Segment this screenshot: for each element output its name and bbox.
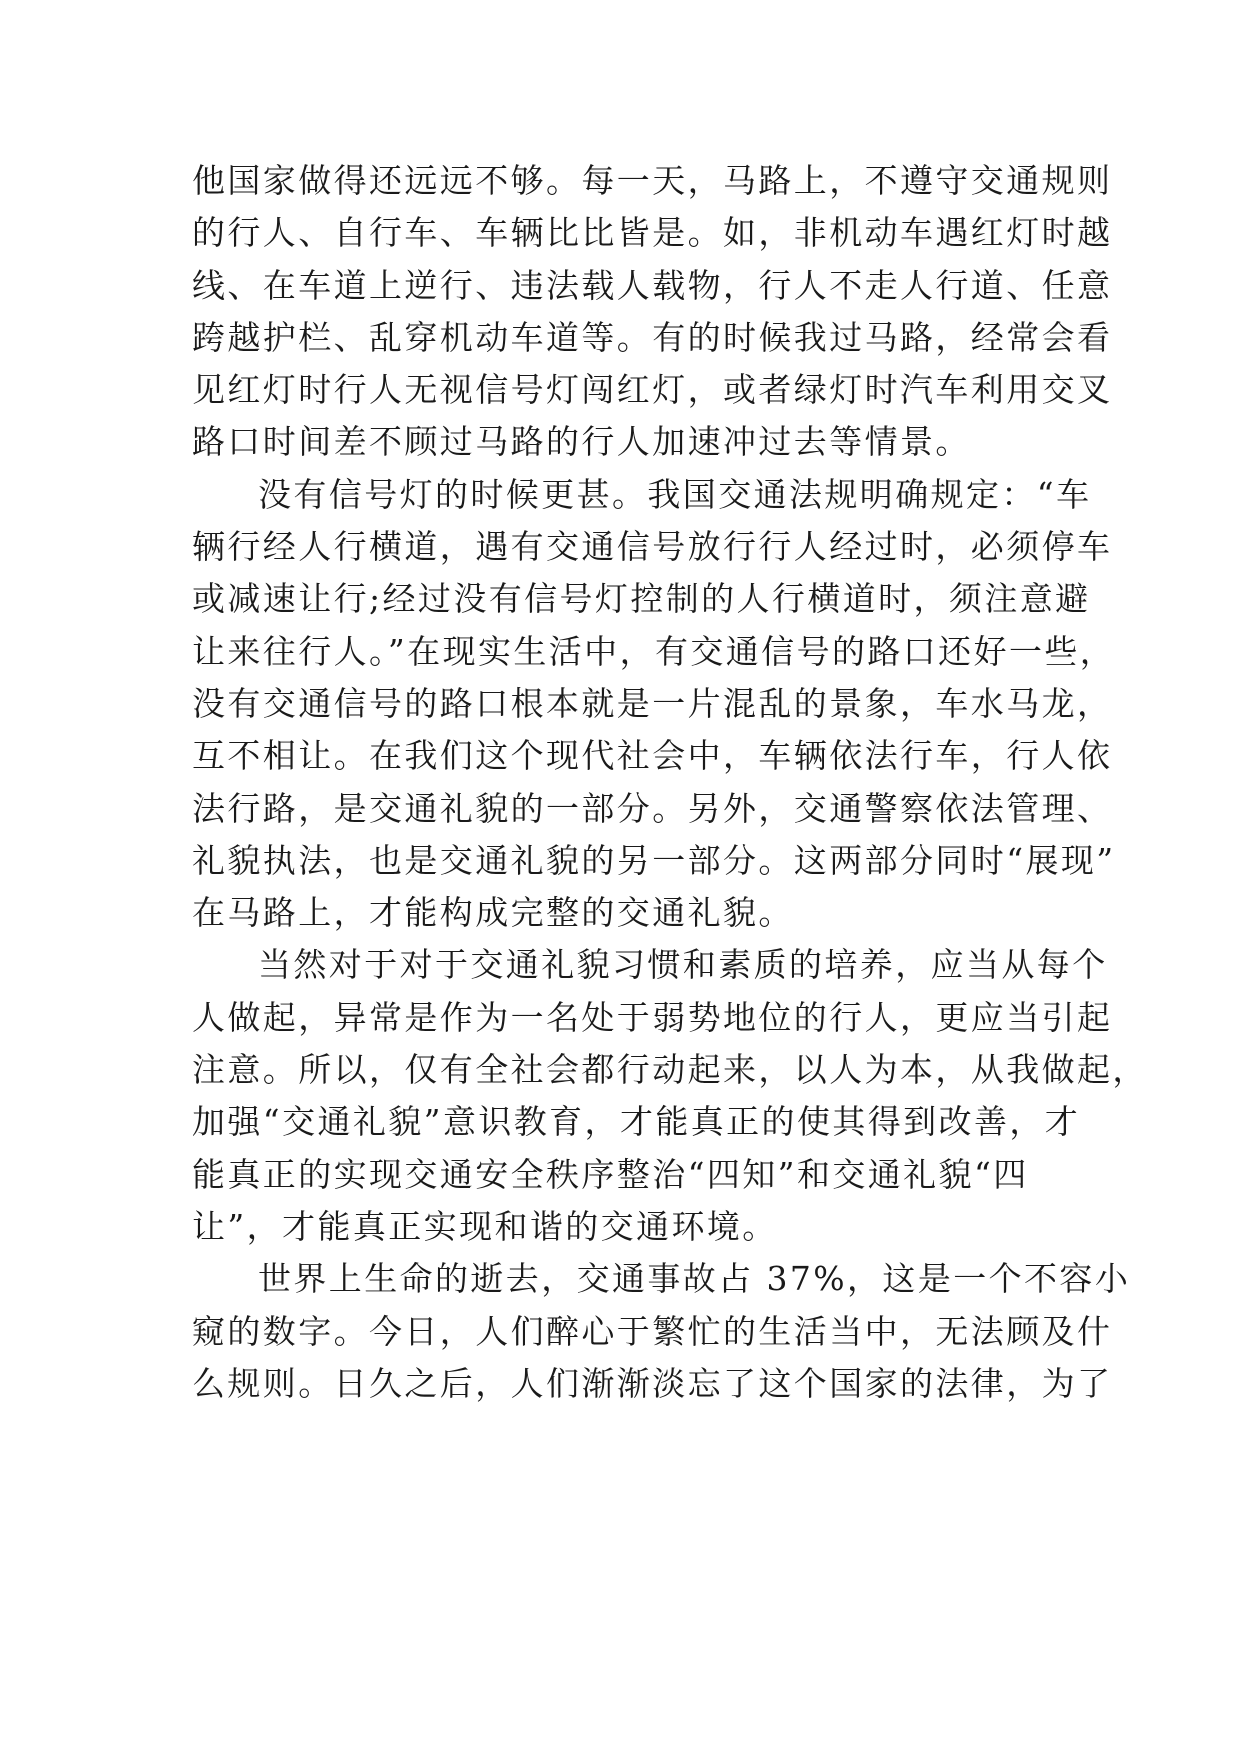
body-text: [192, 155, 1148, 1410]
paragraph-2: [192, 469, 1116, 940]
text-line: 跨越护栏、乱穿机动车道等。有的时候我过马路，经常会看: [192, 317, 1113, 357]
text-line: 或减速让行;经过没有信号灯控制的人行横道时，须注意避: [192, 579, 1091, 619]
text-line: 路口时间差不顾过马路的行人加速冲过去等情景。: [192, 422, 971, 462]
text-line: 没有交通信号的路口根本就是一片混乱的景象，车水马龙，: [192, 683, 1113, 723]
text-line: 的行人、自行车、车辆比比皆是。如，非机动车遇红灯时越: [192, 213, 1113, 253]
text-line: 见红灯时行人无视信号灯闯红灯，或者绿灯时汽车利用交叉: [192, 370, 1113, 410]
text-line: 当然对于对于交通礼貌习惯和素质的培养，应当从每个: [258, 945, 1108, 985]
text-line: 他国家做得还远远不够。每一天，马路上，不遵守交通规则: [192, 161, 1113, 200]
text-line: 辆行经人行横道，遇有交通信号放行行人经过时，必须停车: [192, 527, 1113, 567]
text-line: 世界上生命的逝去，交通事故占 37%，这是一个不容小: [258, 1259, 1131, 1299]
text-line: 让”，才能真正实现和谐的交通环境。: [192, 1206, 778, 1246]
text-line: 窥的数字。今日，人们醉心于繁忙的生活当中，无法顾及什: [192, 1311, 1113, 1351]
text-line: 在马路上，才能构成完整的交通礼貌。: [192, 893, 794, 933]
text-line: 让来往行人。”在现实生活中，有交通信号的路口还好一些，: [192, 631, 1116, 671]
text-line: 线、在车道上逆行、违法载人载物，行人不走人行道、任意: [192, 265, 1113, 305]
text-line: 能真正的实现交通安全秩序整治“四知”和交通礼貌“四: [192, 1154, 1029, 1194]
text-line: 法行路，是交通礼貌的一部分。另外，交通警察依法管理、: [192, 788, 1113, 828]
text-line: 没有信号灯的时候更甚。我国交通法规明确规定：“车: [258, 474, 1092, 514]
paragraph-1: [192, 155, 1113, 469]
text-line: 互不相让。在我们这个现代社会中，车辆依法行车，行人依: [192, 736, 1113, 776]
text-line: 注意。所以，仅有全社会都行动起来，以人为本，从我做起，: [192, 1050, 1148, 1090]
text-line: 礼貌执法，也是交通礼貌的另一部分。这两部分同时“展现”: [192, 840, 1116, 880]
text-line: 人做起，异常是作为一名处于弱势地位的行人，更应当引起: [192, 997, 1113, 1037]
paragraph-4: [192, 1253, 1131, 1410]
paragraph-3: [192, 939, 1148, 1253]
text-line: 加强“交通礼貌”意识教育，才能真正的使其得到改善，才: [192, 1102, 1081, 1142]
text-line: 么规则。日久之后，人们渐渐淡忘了这个国家的法律，为了: [192, 1363, 1113, 1403]
